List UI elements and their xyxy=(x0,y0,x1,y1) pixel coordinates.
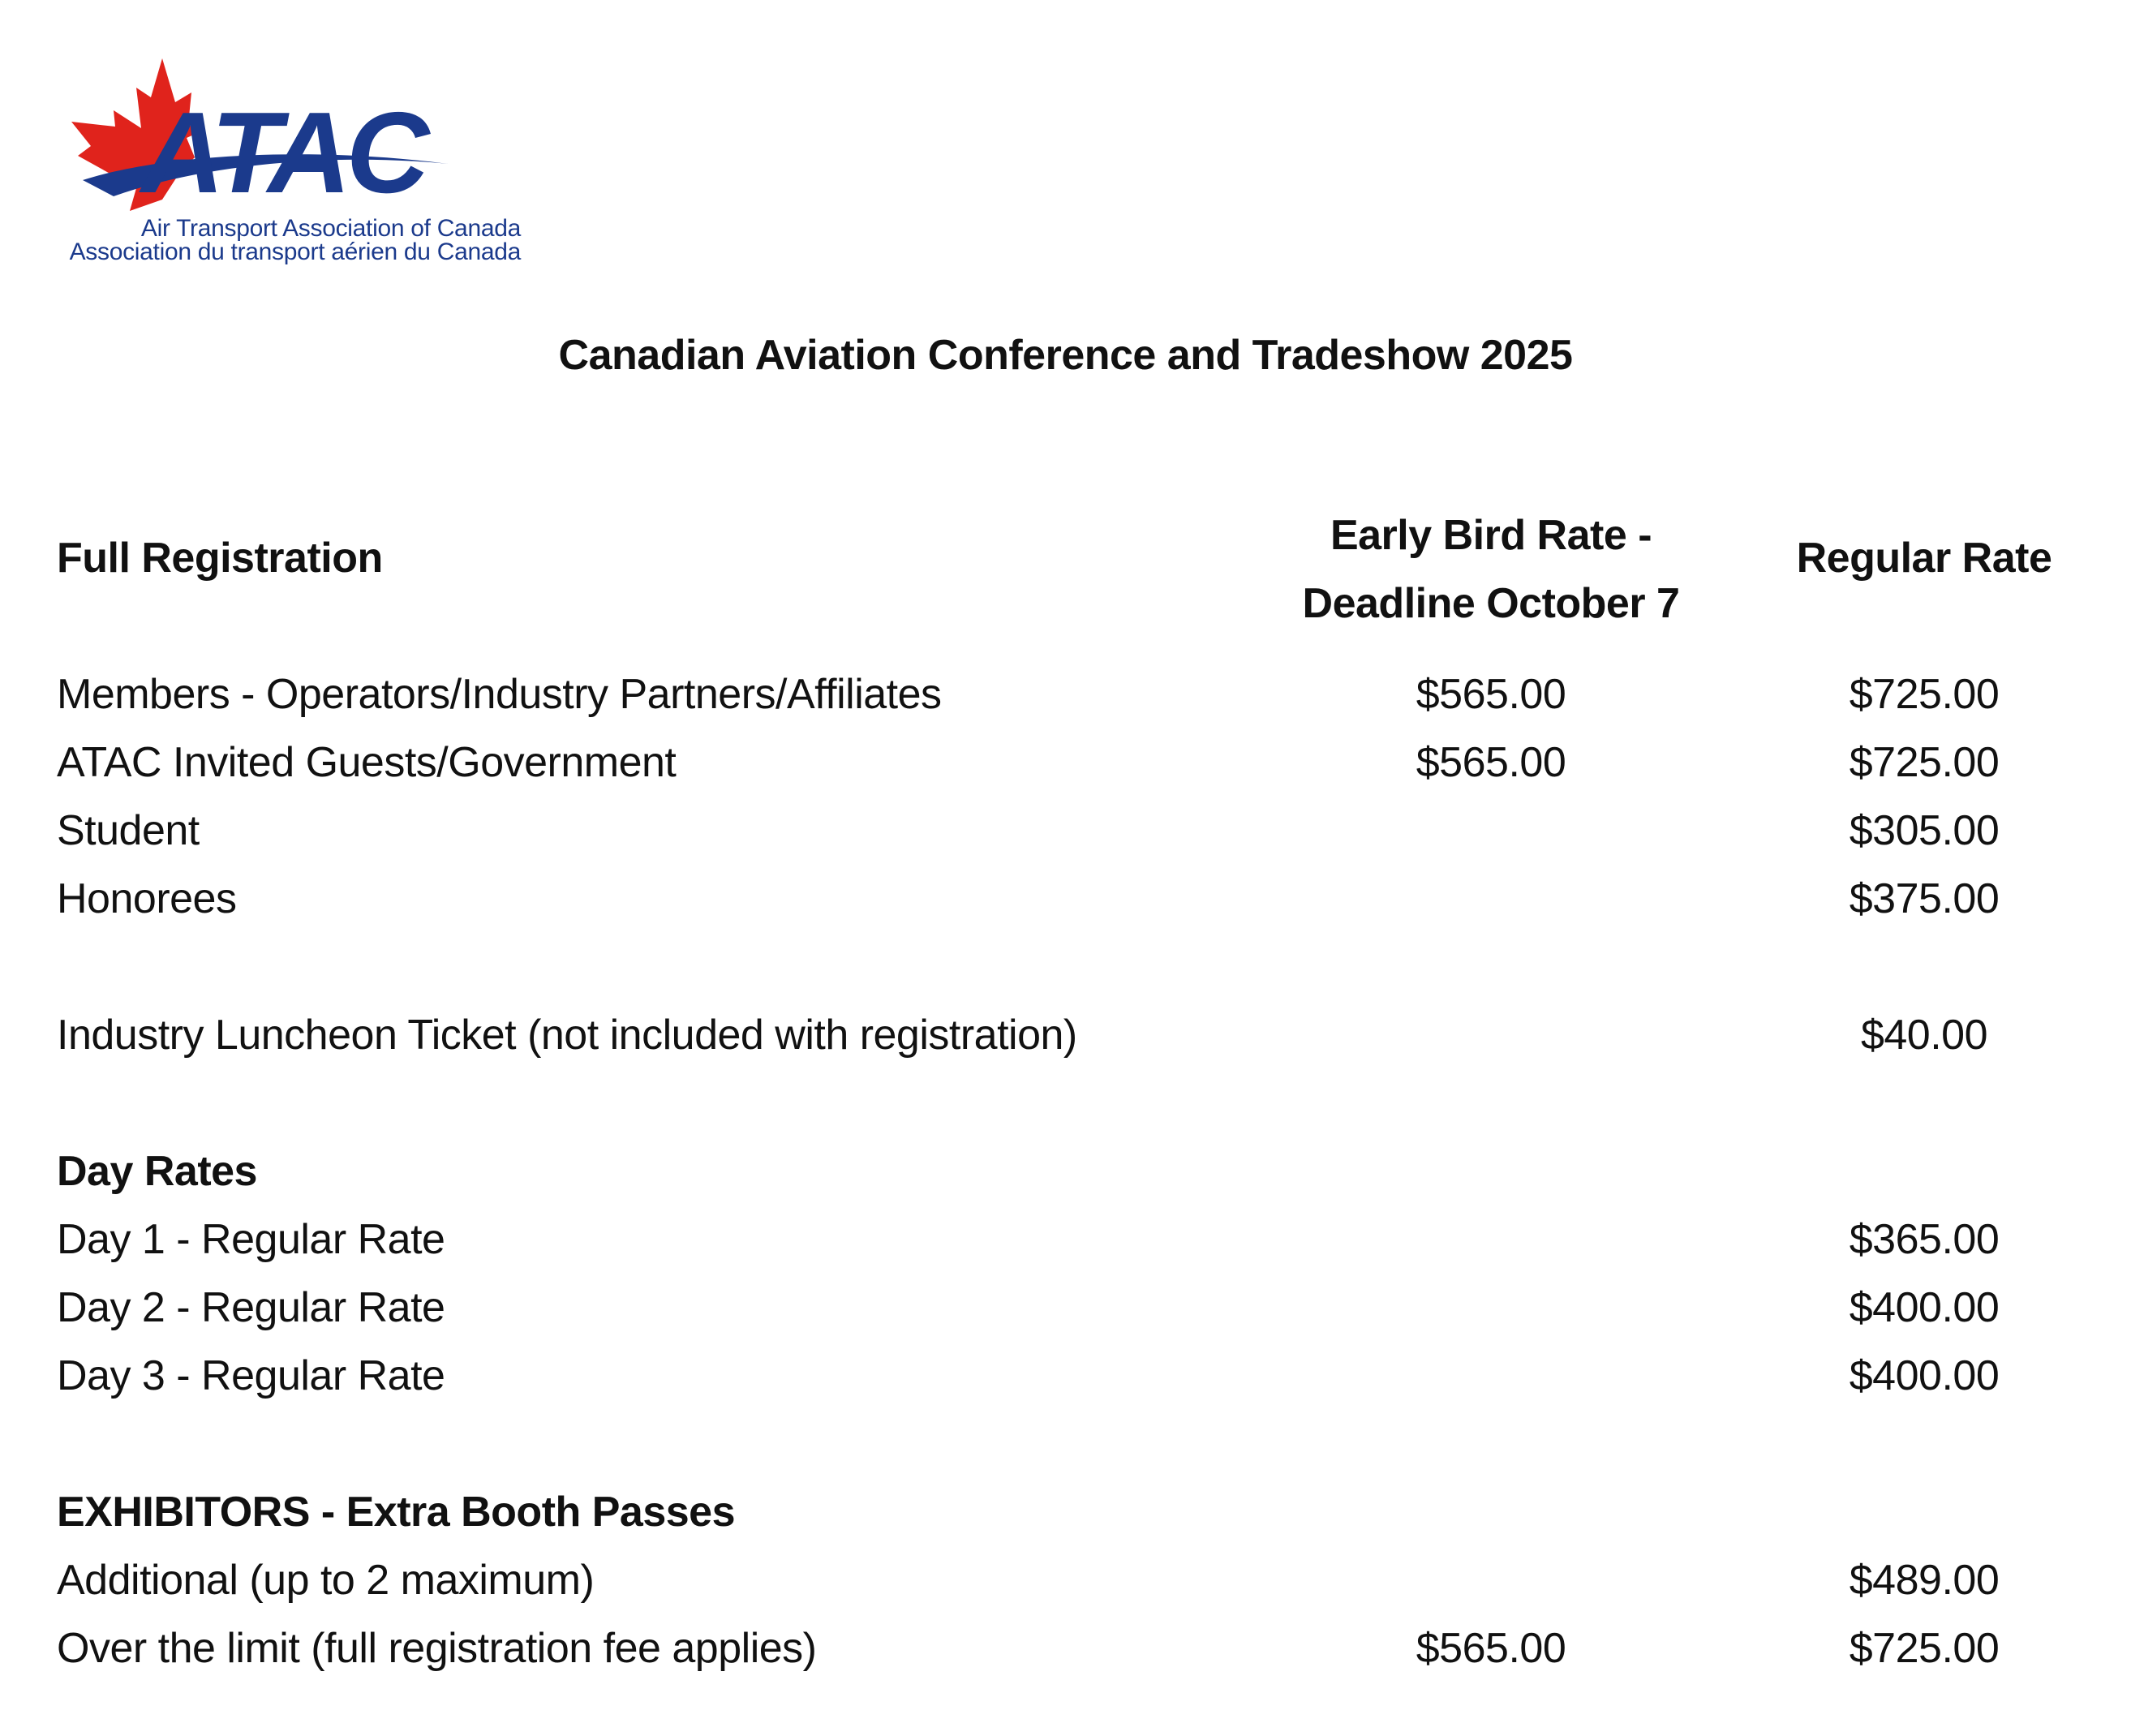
row-regular-guests: $725.00 xyxy=(1849,739,2000,786)
row-regular-members: $725.00 xyxy=(1849,671,2000,718)
row-label-over-limit: Over the limit (full registration fee applies) xyxy=(57,1625,817,1672)
header-full-registration: Full Registration xyxy=(57,535,383,582)
row-label-luncheon: Industry Luncheon Ticket (not included with registration) xyxy=(57,1012,1077,1059)
header-early-bird xyxy=(1264,501,1718,638)
section-heading-exhibitors: EXHIBITORS - Extra Booth Passes xyxy=(57,1489,735,1536)
row-regular-honorees: $375.00 xyxy=(1849,875,2000,922)
row-early-guests: $565.00 xyxy=(1416,739,1566,786)
logo-wordmark: ATAC xyxy=(141,88,425,217)
row-label-student: Student xyxy=(57,807,200,854)
row-regular-day3: $400.00 xyxy=(1849,1352,2000,1399)
row-regular-day1: $365.00 xyxy=(1849,1216,2000,1263)
row-early-members: $565.00 xyxy=(1416,671,1566,718)
row-label-additional: Additional (up to 2 maximum) xyxy=(57,1557,595,1604)
header-early-bird-line1: Early Bird Rate - xyxy=(1330,512,1652,559)
row-regular-student: $305.00 xyxy=(1849,807,2000,854)
atac-logo xyxy=(67,50,529,276)
row-label-honorees: Honorees xyxy=(57,875,237,922)
header-early-bird-line2: Deadline October 7 xyxy=(1302,580,1680,627)
row-regular-luncheon: $40.00 xyxy=(1860,1012,1988,1059)
row-regular-additional: $489.00 xyxy=(1849,1557,2000,1604)
row-label-day2: Day 2 - Regular Rate xyxy=(57,1284,445,1331)
row-label-day3: Day 3 - Regular Rate xyxy=(57,1352,445,1399)
logo-tagline-en: Air Transport Association of Canada xyxy=(140,215,521,242)
row-regular-day2: $400.00 xyxy=(1849,1284,2000,1331)
page-title: Canadian Aviation Conference and Tradeshow 2025 xyxy=(558,332,1573,379)
logo-tagline-fr: Association du transport aérien du Canada xyxy=(69,238,521,265)
row-label-guests: ATAC Invited Guests/Government xyxy=(57,739,677,786)
row-label-members: Members - Operators/Industry Partners/Affiliates xyxy=(57,671,942,718)
row-regular-over-limit: $725.00 xyxy=(1849,1625,2000,1672)
header-regular-rate: Regular Rate xyxy=(1796,535,2052,582)
maple-leaf-logo-mark xyxy=(67,50,529,237)
row-early-over-limit: $565.00 xyxy=(1416,1625,1566,1672)
row-label-day1: Day 1 - Regular Rate xyxy=(57,1216,445,1263)
section-heading-day-rates: Day Rates xyxy=(57,1148,257,1195)
